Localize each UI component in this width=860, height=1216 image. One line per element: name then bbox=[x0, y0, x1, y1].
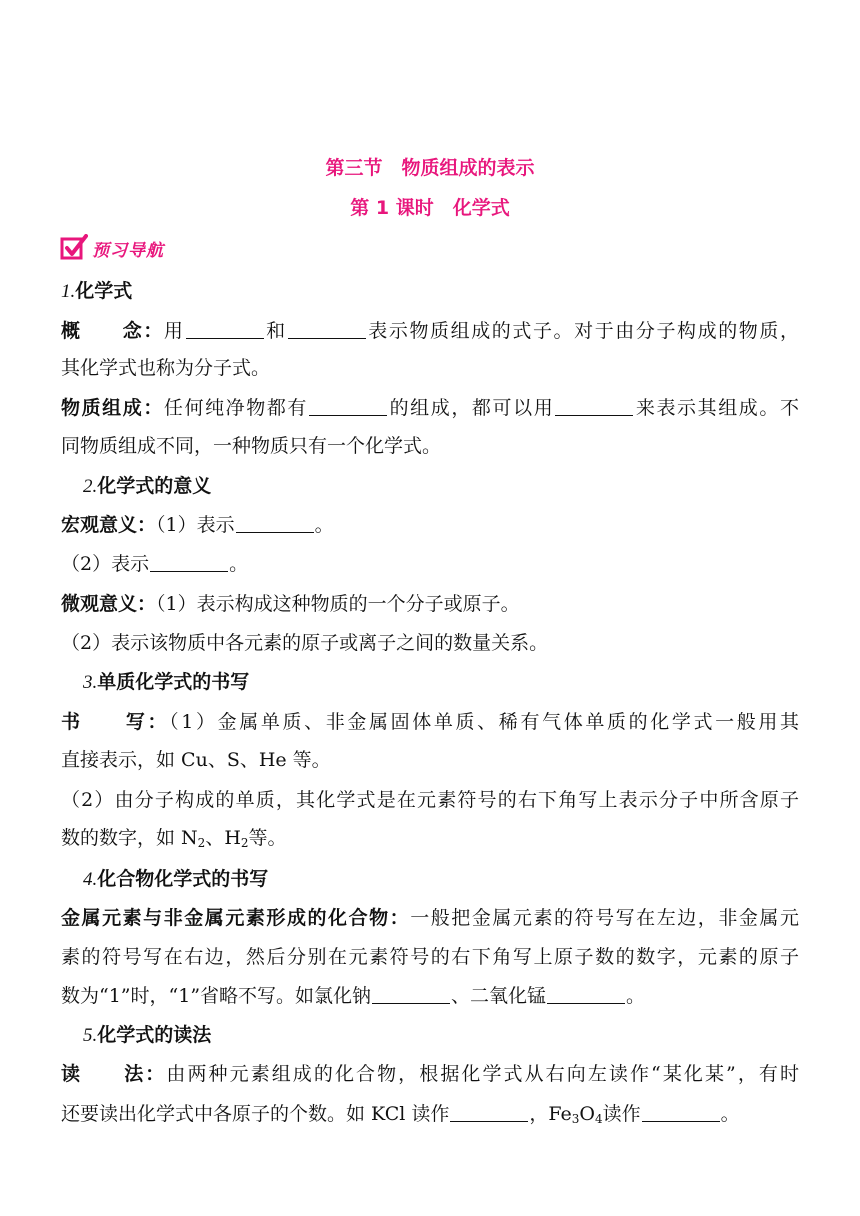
lesson-title: 第 1 课时 化学式 bbox=[350, 197, 510, 219]
concept-line-2: 其化学式也称为分子式。 bbox=[61, 357, 271, 379]
micro-line-2: （2）表示该物质中各元素的原子或离子之间的数量关系。 bbox=[61, 632, 549, 654]
section-1-heading: 1.化学式 bbox=[61, 280, 133, 302]
write-line-1b: 直接表示，如 Cu、S、He 等。 bbox=[61, 749, 331, 771]
checkbox-check-icon bbox=[60, 234, 88, 262]
blank bbox=[642, 1103, 720, 1122]
blank bbox=[236, 514, 314, 533]
blank bbox=[555, 397, 633, 416]
blank bbox=[450, 1103, 528, 1122]
blank bbox=[288, 320, 366, 339]
write-line-2: （2）由分子构成的单质，其化学式是在元素符号的右下角写上表示分子中所含原子 bbox=[61, 789, 799, 811]
blank bbox=[186, 320, 264, 339]
section-3-heading: 3.单质化学式的书写 bbox=[83, 671, 250, 693]
reading-line-2: 还要读出化学式中各原子的个数。如 KCl 读作 ，$Fe_3O_4$读作 。 bbox=[61, 1103, 740, 1126]
write-line-1: 书 写：（1）金属单质、非金属固体单质、稀有气体单质的化学式一般用其 bbox=[61, 711, 799, 733]
macro-line-2: （2）表示 。 bbox=[61, 553, 249, 575]
badge-label: 预习导航 bbox=[92, 240, 164, 261]
write-line-2b: 数的数字，如 $N_2$、$H_2$等。 bbox=[61, 827, 287, 850]
section-5-heading: 5.化学式的读法 bbox=[83, 1024, 212, 1046]
compound-line-2: 素的符号写在右边，然后分别在元素符号的右下角写上原子数的数字，元素的原子 bbox=[61, 946, 799, 968]
preview-guide-badge bbox=[60, 233, 164, 263]
micro-line-1: 微观意义：（1）表示构成这种物质的一个分子或原子。 bbox=[61, 593, 520, 615]
compound-line-1: 金属元素与非金属元素形成的化合物：一般把金属元素的符号写在左边，非金属元 bbox=[61, 907, 799, 929]
composition-line: 物质组成：任何纯净物都有 的组成，都可以用 来表示其组成。不 bbox=[61, 397, 799, 419]
macro-line-1: 宏观意义：（1）表示 。 bbox=[61, 514, 334, 536]
section-2-heading: 2.化学式的意义 bbox=[83, 475, 212, 497]
section-title: 第三节 物质组成的表示 bbox=[325, 157, 535, 179]
compound-line-3: 数为“1”时，“1”省略不写。如氯化钠 、二氧化锰 。 bbox=[61, 985, 646, 1007]
composition-line-2: 同物质组成不同，一种物质只有一个化学式。 bbox=[61, 435, 442, 457]
blank bbox=[150, 553, 228, 572]
section-4-heading: 4.化合物化学式的书写 bbox=[83, 868, 269, 890]
concept-line: 概 念：用 和 表示物质组成的式子。对于由分子构成的物质， bbox=[61, 320, 799, 342]
blank bbox=[372, 985, 450, 1004]
reading-line-1: 读 法：由两种元素组成的化合物，根据化学式从右向左读作“某化某”，有时 bbox=[61, 1063, 799, 1085]
blank bbox=[547, 985, 625, 1004]
blank bbox=[309, 397, 387, 416]
